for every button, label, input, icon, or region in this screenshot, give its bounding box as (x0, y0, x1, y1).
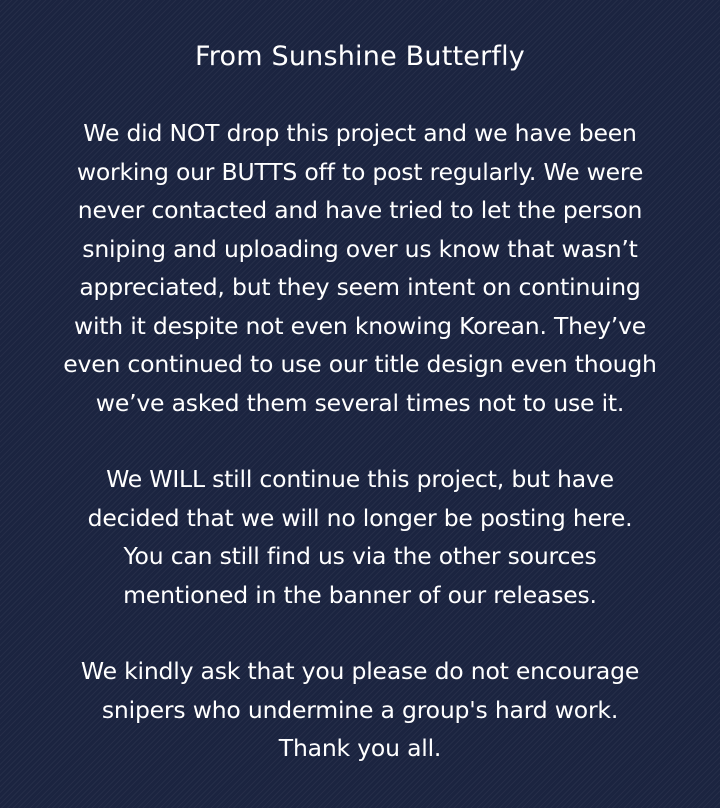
text-line: snipers who undermine a group's hard work. (101, 695, 619, 724)
text-line: we’ve asked them several times not to use it. (95, 388, 625, 417)
text-line: never contacted and have tried to let the person (77, 196, 643, 224)
text-line: mentioned in the banner of our releases. (123, 580, 597, 609)
text-line: even continued to use our title design even though (63, 350, 657, 378)
notice-title: From Sunshine Butterfly (195, 41, 525, 72)
text-line: sniping and uploading over us know that wasn’t (82, 234, 638, 263)
text-line: We WILL still continue this project, but have (106, 465, 614, 493)
text-line: You can still find us via the other sources (123, 542, 597, 570)
text-line: Thank you all. (278, 734, 442, 762)
text-line: decided that we will no longer be posting here. (87, 503, 633, 532)
notice-paragraph-2 (0, 460, 720, 614)
text-line: We did NOT drop this project and we have been (83, 119, 637, 147)
text-line: working our BUTTS off to post regularly. We were (76, 157, 644, 186)
text-line: We kindly ask that you please do not encourage (80, 657, 640, 685)
notice-paragraph-1 (0, 114, 720, 422)
text-line: with it despite not even knowing Korean. They’ve (73, 311, 647, 340)
text-line: appreciated, but they seem intent on continuing (79, 273, 641, 301)
notice-paragraph-3 (0, 652, 720, 768)
